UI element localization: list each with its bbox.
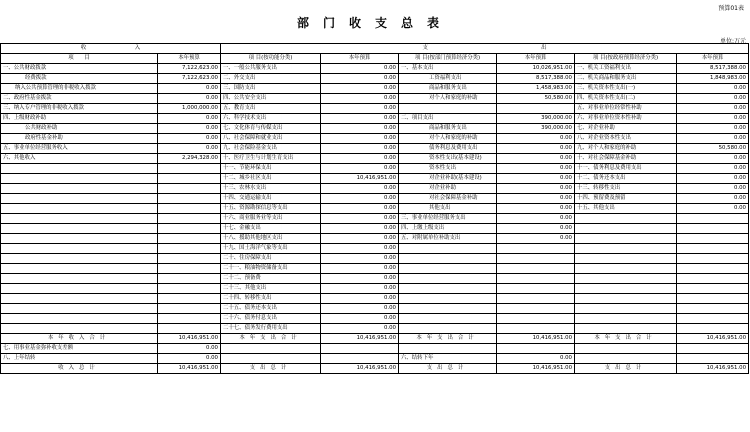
item-cell: 七、文化体育与传媒支出: [221, 124, 321, 134]
amount-cell: 0.00: [321, 194, 399, 204]
amount-cell: [677, 294, 749, 304]
amount-cell: 0.00: [321, 294, 399, 304]
item-cell: 本年收入合计: [1, 334, 158, 344]
amount-cell: 0.00: [497, 174, 575, 184]
amount-cell: [158, 294, 221, 304]
amount-cell: [677, 214, 749, 224]
table-row: [1, 204, 749, 214]
item-cell: [575, 264, 677, 274]
item-cell: [575, 324, 677, 334]
item-cell: 支出总计: [221, 364, 321, 374]
item-cell: [575, 314, 677, 324]
expense-section-header: 支 出: [221, 44, 749, 54]
item-cell: [575, 224, 677, 234]
item-cell: 二十五、债务还本支出: [221, 304, 321, 314]
item-cell: 五、对附属单位补助支出: [399, 234, 497, 244]
item-cell: [1, 284, 158, 294]
amount-cell: 0.00: [677, 94, 749, 104]
unit-label: 单位:万元: [719, 38, 746, 45]
table-row: [1, 104, 749, 114]
form-number: 预算01表: [718, 5, 744, 12]
item-cell: [399, 104, 497, 114]
table-row: [1, 84, 749, 94]
amount-cell: 390,000.00: [497, 114, 575, 124]
item-cell: 九、社会保险基金支出: [221, 144, 321, 154]
table-row: [1, 164, 749, 174]
item-cell: [575, 294, 677, 304]
amount-cell: 0.00: [321, 304, 399, 314]
item-cell: [399, 254, 497, 264]
item-cell: 二、机关商品和服务支出: [575, 74, 677, 84]
item-cell: [399, 344, 497, 354]
table-row: [1, 264, 749, 274]
amount-cell: 0.00: [321, 284, 399, 294]
table-row: [1, 154, 749, 164]
amount-cell: 0.00: [497, 134, 575, 144]
item-cell: 十、对社会保障基金补助: [575, 154, 677, 164]
amount-cell: 390,000.00: [497, 124, 575, 134]
item-cell: [575, 244, 677, 254]
amount-cell: 0.00: [321, 114, 399, 124]
table-row: [1, 184, 749, 194]
item-cell: 十七、金融支出: [221, 224, 321, 234]
amount-cell: [677, 314, 749, 324]
item-cell: [575, 254, 677, 264]
item-cell: 四、公共安全支出: [221, 94, 321, 104]
amount-cell: 0.00: [677, 154, 749, 164]
amount-cell: 10,416,951.00: [158, 334, 221, 344]
amount-cell: 1,000,000.00: [158, 104, 221, 114]
item-cell: [399, 244, 497, 254]
item-cell: [1, 234, 158, 244]
table-row: [1, 314, 749, 324]
page-title: 部门收支总表: [296, 16, 453, 30]
amount-cell: [158, 324, 221, 334]
amount-cell: 0.00: [677, 204, 749, 214]
item-cell: 十四、预留费及预留: [575, 194, 677, 204]
amount-cell: 1,848,983.00: [677, 74, 749, 84]
item-cell: 政府性基金补助: [1, 134, 158, 144]
item-cell: 其他支出: [399, 204, 497, 214]
column-header: 项 目(按部门预算经济分类): [399, 54, 497, 64]
amount-cell: [158, 194, 221, 204]
item-cell: 一、基本支出: [399, 64, 497, 74]
amount-cell: 0.00: [677, 84, 749, 94]
amount-cell: 0.00: [677, 124, 749, 134]
amount-cell: [677, 244, 749, 254]
item-cell: 一、公共财政拨款: [1, 64, 158, 74]
table-row: [1, 234, 749, 244]
amount-cell: 0.00: [321, 124, 399, 134]
amount-cell: 7,122,623.00: [158, 64, 221, 74]
amount-cell: 0.00: [158, 84, 221, 94]
item-cell: [399, 314, 497, 324]
item-cell: 四、上缴上级支出: [399, 224, 497, 234]
item-cell: 支出总计: [575, 364, 677, 374]
item-cell: [1, 274, 158, 284]
item-cell: 二、政府性基金拨款: [1, 94, 158, 104]
item-cell: [1, 214, 158, 224]
item-cell: [399, 304, 497, 314]
item-cell: [1, 194, 158, 204]
table-row: [1, 324, 749, 334]
amount-cell: [158, 204, 221, 214]
amount-cell: 0.00: [158, 344, 221, 354]
amount-cell: 10,416,951.00: [497, 334, 575, 344]
item-cell: 十一、节能环保支出: [221, 164, 321, 174]
section-header-row: [1, 44, 749, 54]
item-cell: [1, 304, 158, 314]
item-cell: 八、上年结转: [1, 354, 158, 364]
amount-cell: 0.00: [158, 114, 221, 124]
item-cell: 三、国防支出: [221, 84, 321, 94]
amount-cell: 0.00: [497, 204, 575, 214]
item-cell: 工资福利支出: [399, 74, 497, 84]
item-cell: 对企业补助(基本建设): [399, 174, 497, 184]
amount-cell: 0.00: [497, 214, 575, 224]
amount-cell: 0.00: [321, 264, 399, 274]
item-cell: 五、事业单位经营服务收入: [1, 144, 158, 154]
total-row: [1, 334, 749, 344]
table-row: [1, 244, 749, 254]
item-cell: [399, 284, 497, 294]
item-cell: 十三、转移性支出: [575, 184, 677, 194]
item-cell: 三、机关资本性支出(一): [575, 84, 677, 94]
item-cell: 十八、援助其他地区支出: [221, 234, 321, 244]
item-cell: 十六、商业服务业等支出: [221, 214, 321, 224]
income-section-header: 收 入: [1, 44, 221, 54]
table-row: [1, 64, 749, 74]
amount-cell: 0.00: [321, 244, 399, 254]
item-cell: 二、项目支出: [399, 114, 497, 124]
table-row: [1, 94, 749, 104]
amount-cell: [158, 244, 221, 254]
item-cell: [1, 254, 158, 264]
item-cell: 十二、债务还本支出: [575, 174, 677, 184]
amount-cell: 0.00: [321, 154, 399, 164]
column-header: 本年预算: [321, 54, 399, 64]
item-cell: 二十二、预备费: [221, 274, 321, 284]
item-cell: [1, 244, 158, 254]
amount-cell: 0.00: [321, 104, 399, 114]
amount-cell: 0.00: [321, 94, 399, 104]
item-cell: 纳入公共预算管理的非税收入拨款: [1, 84, 158, 94]
amount-cell: [158, 174, 221, 184]
item-cell: 一、机关工资福利支出: [575, 64, 677, 74]
amount-cell: 0.00: [158, 94, 221, 104]
amount-cell: [497, 104, 575, 114]
item-cell: [1, 164, 158, 174]
amount-cell: [158, 284, 221, 294]
amount-cell: 0.00: [321, 314, 399, 324]
amount-cell: [497, 274, 575, 284]
amount-cell: [158, 274, 221, 284]
amount-cell: 10,416,951.00: [497, 364, 575, 374]
item-cell: [575, 304, 677, 314]
amount-cell: [497, 264, 575, 274]
table-row: [1, 274, 749, 284]
item-cell: 一、一般公共服务支出: [221, 64, 321, 74]
item-cell: 二十四、转移性支出: [221, 294, 321, 304]
table-row: [1, 144, 749, 154]
amount-cell: 0.00: [677, 174, 749, 184]
item-cell: 七、用事业基金弥补收支差额: [1, 344, 158, 354]
amount-cell: 0.00: [497, 224, 575, 234]
item-cell: 二十七、债务发行费用支出: [221, 324, 321, 334]
amount-cell: 0.00: [321, 214, 399, 224]
item-cell: 二十一、粮油物资储备支出: [221, 264, 321, 274]
amount-cell: 8,517,388.00: [497, 74, 575, 84]
amount-cell: [497, 304, 575, 314]
amount-cell: 0.00: [321, 274, 399, 284]
item-cell: [575, 214, 677, 224]
amount-cell: 0.00: [321, 204, 399, 214]
amount-cell: [497, 294, 575, 304]
item-cell: 十、医疗卫生与计划生育支出: [221, 154, 321, 164]
table-row: [1, 354, 749, 364]
item-cell: 对个人和家庭的补助: [399, 94, 497, 104]
amount-cell: 0.00: [321, 134, 399, 144]
column-header: 项 目(按功能分类): [221, 54, 321, 64]
item-cell: 十三、农林水支出: [221, 184, 321, 194]
item-cell: 三、事业单位经营服务支出: [399, 214, 497, 224]
item-cell: 本年支出合计: [221, 334, 321, 344]
item-cell: [575, 234, 677, 244]
amount-cell: [497, 244, 575, 254]
item-cell: 十五、其他支出: [575, 204, 677, 214]
amount-cell: 0.00: [321, 74, 399, 84]
amount-cell: [158, 214, 221, 224]
amount-cell: [321, 344, 399, 354]
amount-cell: [677, 224, 749, 234]
item-cell: [1, 184, 158, 194]
amount-cell: 0.00: [321, 234, 399, 244]
item-cell: [1, 294, 158, 304]
item-cell: 五、对事业单位经常性补助: [575, 104, 677, 114]
item-cell: 商品和服务支出: [399, 124, 497, 134]
item-cell: [1, 324, 158, 334]
item-cell: 本年支出合计: [575, 334, 677, 344]
item-cell: 二、外交支出: [221, 74, 321, 84]
item-cell: [221, 344, 321, 354]
amount-cell: 0.00: [497, 164, 575, 174]
amount-cell: 0.00: [158, 354, 221, 364]
item-cell: 四、上级财政补助: [1, 114, 158, 124]
item-cell: [575, 344, 677, 354]
amount-cell: [497, 314, 575, 324]
item-cell: 六、其他收入: [1, 154, 158, 164]
item-cell: 对社会保障基金补助: [399, 194, 497, 204]
grand-total-row: [1, 364, 749, 374]
amount-cell: 10,026,951.00: [497, 64, 575, 74]
column-header: 本年预算: [497, 54, 575, 64]
item-cell: 十一、债务利息及费用支出: [575, 164, 677, 174]
amount-cell: 10,416,951.00: [677, 334, 749, 344]
table-row: [1, 134, 749, 144]
amount-cell: [497, 284, 575, 294]
amount-cell: [158, 304, 221, 314]
amount-cell: [497, 324, 575, 334]
item-cell: 二十三、其他支出: [221, 284, 321, 294]
item-cell: 七、对企业补助: [575, 124, 677, 134]
item-cell: 二十六、债务付息支出: [221, 314, 321, 324]
table-row: [1, 194, 749, 204]
budget-table: [0, 43, 749, 374]
item-cell: [575, 274, 677, 284]
amount-cell: 0.00: [677, 134, 749, 144]
amount-cell: 1,458,983.00: [497, 84, 575, 94]
table-row: [1, 254, 749, 264]
item-cell: 五、教育支出: [221, 104, 321, 114]
item-cell: 商品和服务支出: [399, 84, 497, 94]
item-cell: 资本性支出(基本建设): [399, 154, 497, 164]
table-row: [1, 214, 749, 224]
amount-cell: 0.00: [497, 354, 575, 364]
table-row: [1, 114, 749, 124]
item-cell: 公共财政补助: [1, 124, 158, 134]
amount-cell: 0.00: [677, 104, 749, 114]
table-row: [1, 304, 749, 314]
item-cell: [1, 224, 158, 234]
amount-cell: [677, 354, 749, 364]
item-cell: 支出总计: [399, 364, 497, 374]
amount-cell: [158, 264, 221, 274]
table-row: [1, 124, 749, 134]
table-row: [1, 74, 749, 84]
amount-cell: 10,416,951.00: [158, 364, 221, 374]
amount-cell: [677, 264, 749, 274]
amount-cell: 0.00: [321, 84, 399, 94]
item-cell: [575, 284, 677, 294]
column-header: 本年预算: [677, 54, 749, 64]
item-cell: 十四、交通运输支出: [221, 194, 321, 204]
amount-cell: 0.00: [677, 114, 749, 124]
amount-cell: 50,580.00: [677, 144, 749, 154]
amount-cell: 50,580.00: [497, 94, 575, 104]
amount-cell: [321, 354, 399, 364]
table-row: [1, 174, 749, 184]
amount-cell: 0.00: [321, 324, 399, 334]
column-header-row: [1, 54, 749, 64]
item-cell: [221, 354, 321, 364]
item-cell: 对企业补助: [399, 184, 497, 194]
amount-cell: 0.00: [497, 234, 575, 244]
amount-cell: [677, 284, 749, 294]
amount-cell: 8,517,388.00: [677, 64, 749, 74]
amount-cell: [158, 234, 221, 244]
amount-cell: 10,416,951.00: [321, 174, 399, 184]
item-cell: [1, 264, 158, 274]
amount-cell: 0.00: [321, 224, 399, 234]
item-cell: [1, 314, 158, 324]
item-cell: [575, 354, 677, 364]
item-cell: 债务利息及费用支出: [399, 144, 497, 154]
amount-cell: [158, 184, 221, 194]
table-row: [1, 344, 749, 354]
amount-cell: 10,416,951.00: [321, 334, 399, 344]
item-cell: 八、社会保障和就业支出: [221, 134, 321, 144]
table-body: [1, 44, 749, 374]
amount-cell: 0.00: [158, 134, 221, 144]
amount-cell: [158, 314, 221, 324]
amount-cell: 0.00: [158, 144, 221, 154]
item-cell: 八、对企业资本性支出: [575, 134, 677, 144]
item-cell: 六、结转下年: [399, 354, 497, 364]
item-cell: 对个人和家庭的补助: [399, 134, 497, 144]
item-cell: 六、对事业单位资本性补助: [575, 114, 677, 124]
item-cell: [399, 294, 497, 304]
amount-cell: [497, 254, 575, 264]
amount-cell: [677, 304, 749, 314]
item-cell: 二十、住房保障支出: [221, 254, 321, 264]
table-row: [1, 224, 749, 234]
amount-cell: [158, 224, 221, 234]
amount-cell: 2,294,328.00: [158, 154, 221, 164]
table-row: [1, 284, 749, 294]
item-cell: 三、纳入专户管理的非税收入拨款: [1, 104, 158, 114]
amount-cell: 0.00: [497, 184, 575, 194]
item-cell: 收入总计: [1, 364, 158, 374]
item-cell: 资本性支出: [399, 164, 497, 174]
amount-cell: 0.00: [321, 144, 399, 154]
amount-cell: 0.00: [497, 194, 575, 204]
amount-cell: 0.00: [158, 124, 221, 134]
amount-cell: [677, 344, 749, 354]
amount-cell: [497, 344, 575, 354]
item-cell: 六、科学技术支出: [221, 114, 321, 124]
amount-cell: 0.00: [677, 184, 749, 194]
item-cell: [1, 204, 158, 214]
amount-cell: 0.00: [497, 144, 575, 154]
amount-cell: 0.00: [497, 154, 575, 164]
item-cell: 经费拨款: [1, 74, 158, 84]
amount-cell: 7,122,623.00: [158, 74, 221, 84]
amount-cell: 0.00: [321, 64, 399, 74]
column-header: 项 目(按政府预算经济分类): [575, 54, 677, 64]
amount-cell: 0.00: [321, 164, 399, 174]
amount-cell: 0.00: [321, 184, 399, 194]
table-row: [1, 294, 749, 304]
amount-cell: 0.00: [321, 254, 399, 264]
amount-cell: [677, 274, 749, 284]
item-cell: [399, 324, 497, 334]
amount-cell: 10,416,951.00: [677, 364, 749, 374]
item-cell: [399, 264, 497, 274]
amount-cell: [158, 164, 221, 174]
amount-cell: [677, 324, 749, 334]
amount-cell: [677, 254, 749, 264]
item-cell: 九、对个人和家庭的补助: [575, 144, 677, 154]
amount-cell: 10,416,951.00: [321, 364, 399, 374]
item-cell: [1, 174, 158, 184]
amount-cell: [158, 254, 221, 264]
item-cell: 本年支出合计: [399, 334, 497, 344]
column-header: 项 目: [1, 54, 158, 64]
item-cell: 四、机关资本性支出(二): [575, 94, 677, 104]
item-cell: [399, 274, 497, 284]
item-cell: 十九、国土海洋气象等支出: [221, 244, 321, 254]
item-cell: 十五、资源勘探信息等支出: [221, 204, 321, 214]
item-cell: 十二、城乡社区支出: [221, 174, 321, 184]
amount-cell: 0.00: [677, 194, 749, 204]
amount-cell: [677, 234, 749, 244]
amount-cell: 0.00: [677, 164, 749, 174]
column-header: 本年预算: [158, 54, 221, 64]
